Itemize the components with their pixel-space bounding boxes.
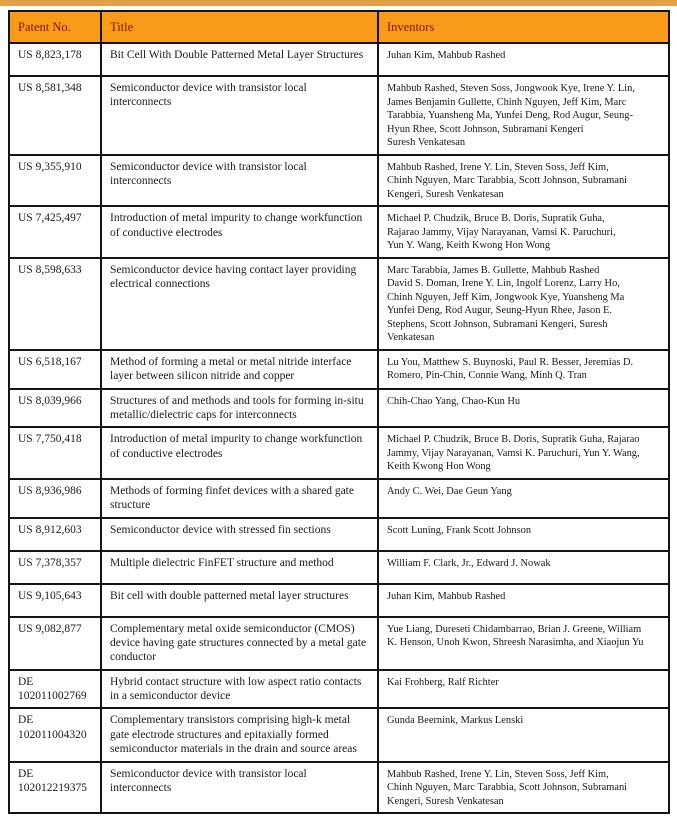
- patent-title-cell: Semiconductor device with transistor local interconnects: [101, 76, 378, 155]
- patent-title-cell: Multiple dielectric FinFET structure and method: [101, 551, 378, 584]
- header-row: [9, 11, 669, 43]
- patent-number-cell: US 8,823,178: [9, 43, 101, 76]
- patent-inventors-cell: Michael P. Chudzik, Bruce B. Doris, Supratik Guha, Rajarao Jammy, Vijay Narayanan, Vamsi K. Paruchuri, Yun Y. Wang, Keith Kwong Hon Wong: [378, 427, 669, 479]
- patents-table-body: [9, 43, 669, 813]
- patent-number-cell: US 8,581,348: [9, 76, 101, 155]
- table-row: [9, 350, 669, 389]
- patent-inventors-cell: Gunda Beernink, Markus Lenski: [378, 708, 669, 761]
- table-header: [9, 11, 669, 43]
- patent-inventors-cell: Yue Liang, Dureseti Chidambarrao, Brian J. Greene, William K. Henson, Unoh Kwon, Shreesh Narasimha, and Xiaojun Yu: [378, 617, 669, 670]
- patent-number-cell: US 6,518,167: [9, 350, 101, 389]
- patent-title-cell: Method of forming a metal or metal nitride interface layer between silicon nitride and copper: [101, 350, 378, 389]
- patent-title-cell: Introduction of metal impurity to change workfunction of conductive electrodes: [101, 206, 378, 258]
- patent-number-cell: US 8,912,603: [9, 518, 101, 551]
- patent-inventors-cell: Juhan Kim, Mahbub Rashed: [378, 584, 669, 617]
- patent-title-cell: Semiconductor device with transistor local interconnects: [101, 762, 378, 814]
- table-row: [9, 708, 669, 761]
- patent-title-cell: Semiconductor device having contact layer providing electrical connections: [101, 258, 378, 350]
- patent-title-cell: Complementary transistors comprising high-k metal gate electrode structures and epitaxially formed semiconductor materials in the drain and source areas: [101, 708, 378, 761]
- patent-number-cell: US 9,355,910: [9, 155, 101, 207]
- patents-table: [8, 10, 670, 814]
- patent-number-cell: US 8,936,986: [9, 479, 101, 518]
- patent-number-cell: DE 102011002769: [9, 670, 101, 709]
- patent-number-cell: DE 102012219375: [9, 762, 101, 814]
- patent-title-cell: Semiconductor device with transistor local interconnects: [101, 155, 378, 207]
- patent-inventors-cell: William F. Clark, Jr., Edward J. Nowak: [378, 551, 669, 584]
- patent-title-cell: Bit cell with double patterned metal layer structures: [101, 584, 378, 617]
- patent-title-cell: Structures of and methods and tools for forming in-situ metallic/dielectric caps for interconnects: [101, 389, 378, 428]
- patent-number-cell: DE 102011004320: [9, 708, 101, 761]
- patent-number-cell: US 8,039,966: [9, 389, 101, 428]
- table-row: [9, 584, 669, 617]
- patent-title-cell: Hybrid contact structure with low aspect ratio contacts in a semiconductor device: [101, 670, 378, 709]
- table-row: [9, 670, 669, 709]
- top-cropped-band: [0, 0, 677, 6]
- table-row: [9, 551, 669, 584]
- patent-number-cell: US 9,105,643: [9, 584, 101, 617]
- patent-inventors-cell: Marc Tarabbia, James B. Gullette, Mahbub Rashed David S. Doman, Irene Y. Lin, Ingolf Lorenz, Larry Ho, Chinh Nguyen, Jeff Kim, Jongwook Kye, Yuansheng Ma Yunfei Deng, Rod Augur, Seung-Hyun Rhee, Jason E. Stephens, Scott Johnson, Subramani Kengeri, Suresh Venkatesan: [378, 258, 669, 350]
- patent-title-cell: Bit Cell With Double Patterned Metal Layer Structures: [101, 43, 378, 76]
- patent-number-cell: US 8,598,633: [9, 258, 101, 350]
- patent-inventors-cell: Michael P. Chudzik, Bruce B. Doris, Supratik Guha, Rajarao Jammy, Vijay Narayanan, Vamsi K. Paruchuri, Yun Y. Wang, Keith Kwong Hon Wong: [378, 206, 669, 258]
- patent-number-cell: US 7,750,418: [9, 427, 101, 479]
- patent-title-cell: Semiconductor device with stressed fin sections: [101, 518, 378, 551]
- header-inventors: Inventors: [378, 11, 669, 43]
- table-row: [9, 258, 669, 350]
- table-row: [9, 43, 669, 76]
- patent-number-cell: US 9,082,877: [9, 617, 101, 670]
- table-row: [9, 155, 669, 207]
- table-row: [9, 206, 669, 258]
- patent-inventors-cell: Kai Frohberg, Ralf Richter: [378, 670, 669, 709]
- patent-number-cell: US 7,425,497: [9, 206, 101, 258]
- patent-number-cell: US 7,378,357: [9, 551, 101, 584]
- table-row: [9, 479, 669, 518]
- patent-inventors-cell: Mahbub Rashed, Steven Soss, Jongwook Kye, Irene Y. Lin, James Benjamin Gullette, Chinh Nguyen, Jeff Kim, Marc Tarabbia, Yuansheng Ma, Yunfei Deng, Rod Augur, Seung- Hyun Rhee, Scott Johnson, Subramani Kengeri Suresh Venkatesan: [378, 76, 669, 155]
- table-row: [9, 76, 669, 155]
- header-patent-no: Patent No.: [9, 11, 101, 43]
- patent-inventors-cell: Lu You, Matthew S. Buynoski, Paul R. Besser, Jeremias D. Romero, Pin-Chin, Connie Wang, Minh Q. Tran: [378, 350, 669, 389]
- patent-inventors-cell: Chih-Chao Yang, Chao-Kun Hu: [378, 389, 669, 428]
- header-title: Title: [101, 11, 378, 43]
- table-row: [9, 518, 669, 551]
- table-row: [9, 427, 669, 479]
- patent-inventors-cell: Scott Luning, Frank Scott Johnson: [378, 518, 669, 551]
- patent-inventors-cell: Mahbub Rashed, Irene Y. Lin, Steven Soss, Jeff Kim, Chinh Nguyen, Marc Tarabbia, Scott Johnson, Subramani Kengeri, Suresh Venkatesan: [378, 762, 669, 814]
- table-row: [9, 762, 669, 814]
- patent-inventors-cell: Mahbub Rashed, Irene Y. Lin, Steven Soss, Jeff Kim, Chinh Nguyen, Marc Tarabbia, Scott Johnson, Subramani Kengeri, Suresh Venkatesan: [378, 155, 669, 207]
- patent-title-cell: Methods of forming finfet devices with a shared gate structure: [101, 479, 378, 518]
- table-row: [9, 389, 669, 428]
- table-row: [9, 617, 669, 670]
- patent-inventors-cell: Juhan Kim, Mahbub Rashed: [378, 43, 669, 76]
- patent-title-cell: Complementary metal oxide semiconductor (CMOS) device having gate structures connected by a metal gate conductor: [101, 617, 378, 670]
- patent-title-cell: Introduction of metal impurity to change workfunction of conductive electrodes: [101, 427, 378, 479]
- patent-inventors-cell: Andy C. Wei, Dae Geun Yang: [378, 479, 669, 518]
